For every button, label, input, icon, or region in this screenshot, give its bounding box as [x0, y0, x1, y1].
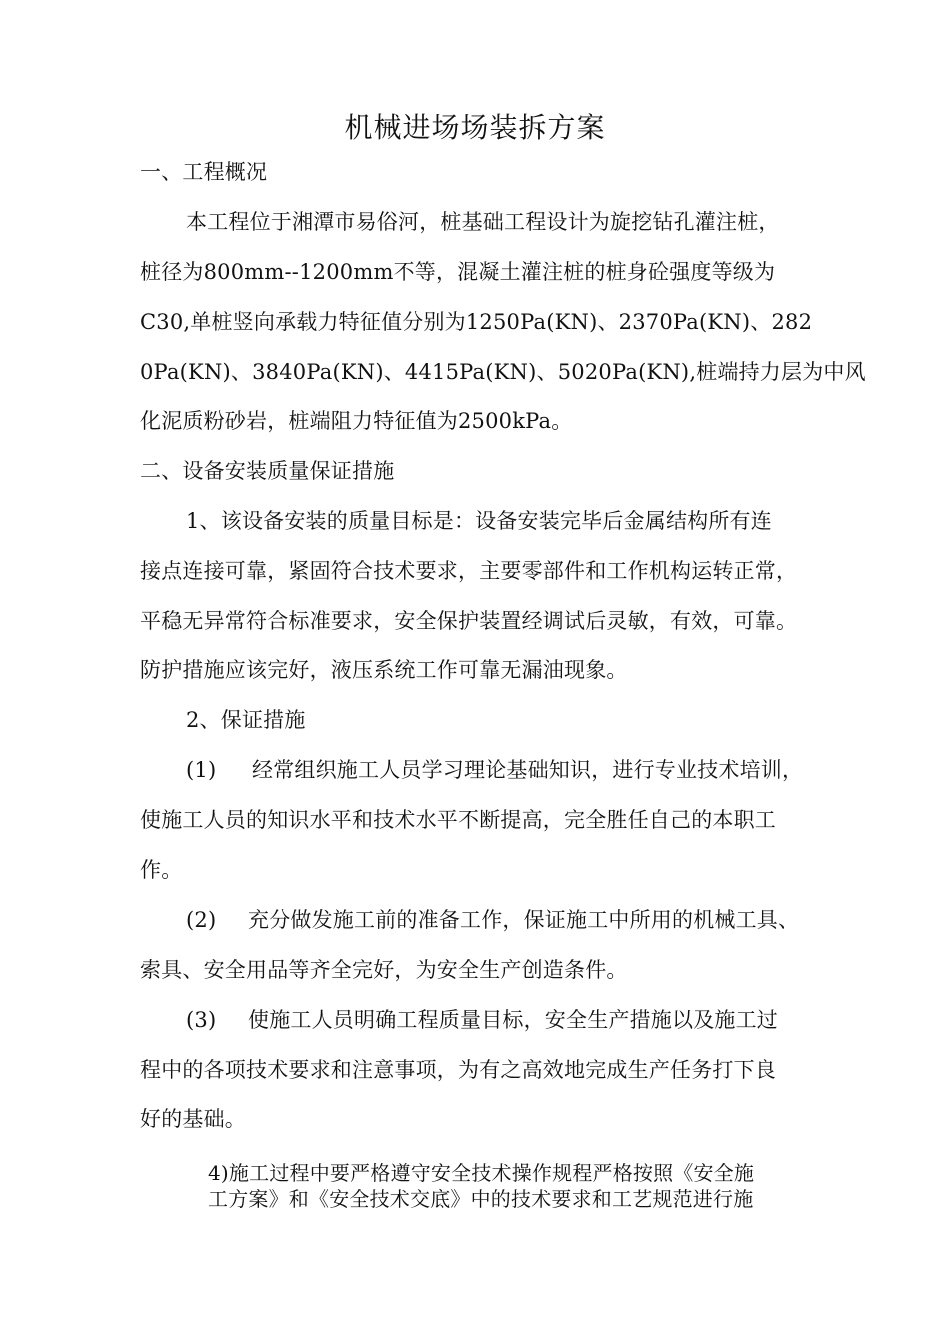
- paragraph-line: 索具、安全用品等齐全完好，为安全生产创造条件。: [140, 958, 628, 982]
- document-title: 机械进场场装拆方案: [344, 111, 606, 144]
- paragraph-line: 好的基础。: [140, 1107, 246, 1131]
- paragraph-line: 化泥质粉砂岩，桩端阻力特征值为2500kPa。: [140, 409, 573, 433]
- paragraph-line: 0Pa(KN)、3840Pa(KN)、4415Pa(KN)、5020Pa(KN),桩端持力层为中风: [140, 360, 866, 384]
- measure-4-line: 4)施工过程中要严格遵守安全技术操作规程严格按照《安全施: [208, 1161, 755, 1185]
- section-heading-overview: 一、工程概况: [140, 160, 268, 184]
- paragraph-line: 使施工人员的知识水平和技术水平不断提高，完全胜任自己的本职工: [140, 808, 776, 832]
- measure-1-line: [186, 755, 803, 785]
- paragraph-line: 程中的各项技术要求和注意事项，为有之高效地完成生产任务打下良: [140, 1058, 776, 1082]
- paragraph-line: 平稳无异常符合标准要求，安全保护装置经调试后灵敏，有效，可靠。: [140, 609, 798, 633]
- measure-1-marker: (1): [186, 758, 217, 782]
- measure-3-marker: (3): [186, 1008, 217, 1032]
- measure-3-line: [186, 1005, 778, 1035]
- paragraph-line: 接点连接可靠，紧固符合技术要求，主要零部件和工作机构运转正常，: [140, 559, 798, 583]
- measure-2-marker: (2): [186, 908, 217, 932]
- measure-4-line: 工方案》和《安全技术交底》中的技术要求和工艺规范进行施: [208, 1187, 754, 1211]
- subheading-measures: 2、保证措施: [186, 708, 306, 732]
- measure-2-line: [186, 905, 799, 935]
- measure-2-text: 充分做发施工前的准备工作，保证施工中所用的机械工具、: [248, 908, 800, 932]
- paragraph-line: 桩径为800mm--1200mm不等，混凝土灌注桩的桩身砼强度等级为: [140, 260, 776, 284]
- paragraph-line: 本工程位于湘潭市易俗河，桩基础工程设计为旋挖钻孔灌注桩，: [186, 210, 780, 234]
- paragraph-line: 1、该设备安装的质量目标是：设备安装完毕后金属结构所有连: [186, 509, 772, 533]
- section-heading-quality: 二、设备安装质量保证措施: [140, 459, 395, 483]
- measure-3-text: 使施工人员明确工程质量目标，安全生产措施以及施工过: [248, 1008, 778, 1032]
- paragraph-line: 防护措施应该完好，液压系统工作可靠无漏油现象。: [140, 658, 628, 682]
- paragraph-line: 作。: [140, 858, 183, 882]
- measure-1-text: 经常组织施工人员学习理论基础知识，进行专业技术培训，: [252, 758, 804, 782]
- paragraph-line: C30,单桩竖向承载力特征值分别为1250Pa(KN)、2370Pa(KN)、282: [140, 310, 813, 334]
